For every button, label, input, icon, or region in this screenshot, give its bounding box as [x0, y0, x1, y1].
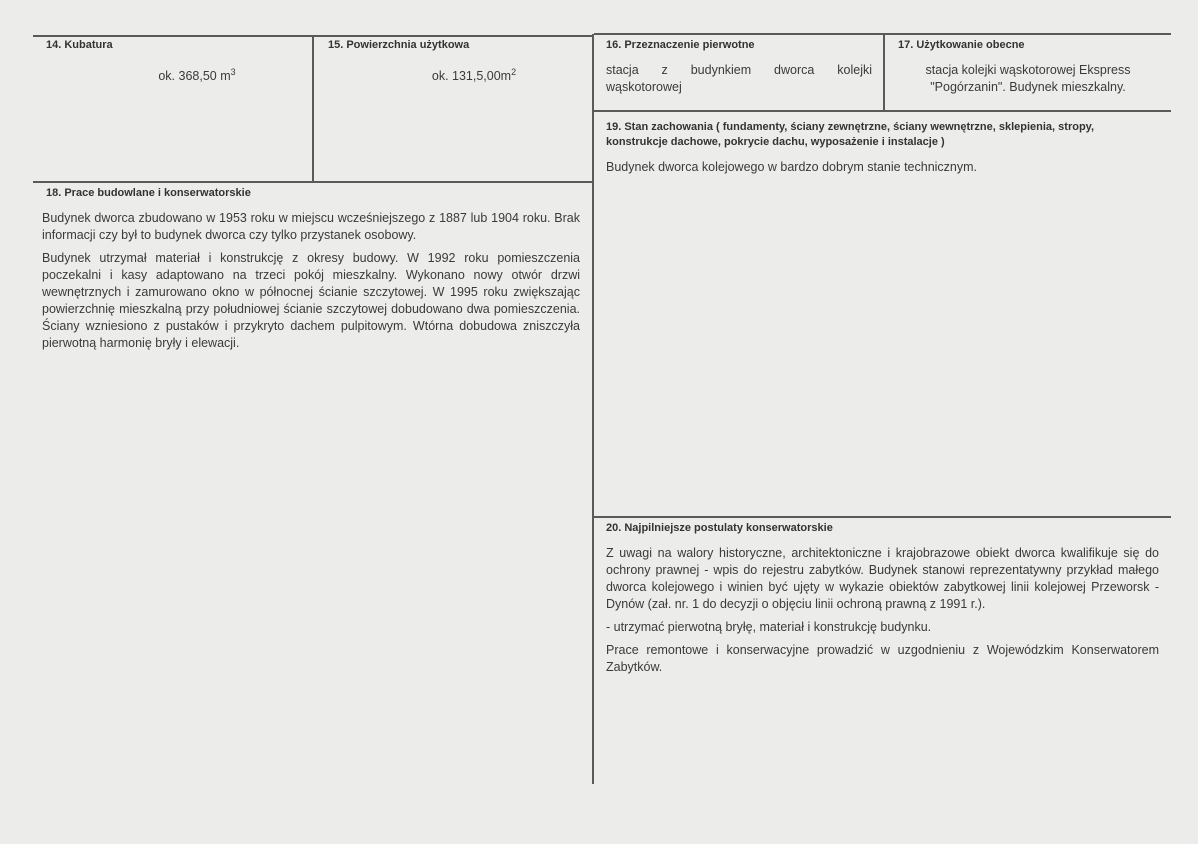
kubatura-value	[46, 64, 308, 85]
uzytkowanie-value: stacja kolejki wąskotorowej Ekspress "Pogórzanin". Budynek mieszkalny.	[925, 63, 1131, 94]
kubatura-value-text: ok. 368,50 m	[158, 69, 231, 84]
postulaty-paragraph: - utrzymać pierwotną bryłę, materiał i konstrukcję budynku.	[606, 620, 932, 634]
postulaty-paragraph: Z uwagi na walory historyczne, architektoniczne i krajobrazowe obiekt dworca kwalifikuje się do ochrony prawnej - wpis do rejestru zabytków. Budynek stanowi reprezentatywny przykład małego dworca kolejowego i winien być ujęty w wykazie obiektów zabytkowej linii kolejowej Przeworsk - Dynów (zał. nr. 1 do decyzji o objęciu linii ochroną prawną z 1991 r.).	[606, 546, 1159, 611]
divider-16-17	[883, 34, 885, 110]
prace-paragraph: Budynek dworca zbudowano w 1953 roku w miejscu wcześniejszego z 1887 lub 1904 roku. Brak informacji czy był to budynek dworca czy tylko przystanek osobowy.	[42, 211, 580, 242]
cell-stan-zachowania	[606, 120, 1146, 176]
postulaty-paragraph: Prace remontowe i konserwacyjne prowadzić w uzgodnieniu z Wojewódzkim Konserwatorem Zabytków.	[606, 643, 1159, 674]
divider-14-15	[312, 36, 314, 182]
cell-postulaty	[606, 521, 1159, 682]
powierzchnia-label: 15. Powierzchnia użytkowa	[328, 39, 470, 51]
powierzchnia-value-text: ok. 131,5,00m	[431, 69, 512, 84]
prace-body	[42, 210, 580, 352]
przeznaczenie-label: 16. Przeznaczenie pierwotne	[606, 39, 755, 51]
stan-label: 19. Stan zachowania ( fundamenty, ściany zewnętrzne, ściany wewnętrzne, sklepienia, stropy, konstrukcje dachowe, pokrycie dachu, wyposażenie i instalacje )	[606, 121, 1095, 148]
kubatura-label: 14. Kubatura	[46, 39, 113, 51]
prace-label: 18. Prace budowlane i konserwatorskie	[46, 187, 251, 199]
powierzchnia-unit-exponent: 2	[511, 67, 517, 77]
cell-przeznaczenie	[606, 38, 872, 96]
border-below-16-17	[594, 110, 1171, 112]
border-above-20	[594, 516, 1171, 518]
przeznaczenie-value: stacja z budynkiem dworca kolejki wąskotorowej	[606, 63, 872, 94]
border-below-14-15	[33, 181, 594, 183]
cell-kubatura	[46, 38, 308, 85]
kubatura-unit-exponent: 3	[230, 67, 236, 77]
cell-powierzchnia	[328, 38, 590, 85]
postulaty-label: 20. Najpilniejsze postulaty konserwatorskie	[606, 522, 833, 534]
cell-uzytkowanie	[898, 38, 1158, 96]
postulaty-body	[606, 545, 1159, 676]
cell-prace	[42, 186, 580, 358]
center-divider	[592, 34, 594, 784]
powierzchnia-value	[328, 64, 590, 85]
stan-value: Budynek dworca kolejowego w bardzo dobrym stanie technicznym.	[606, 160, 978, 174]
prace-paragraph: Budynek utrzymał materiał i konstrukcję z okresy budowy. W 1992 roku pomieszczenia poczekalni i kasy adaptowano na trzeci pokój mieszkalny. Wykonano nowy otwór drzwi wewnętrznych i zamurowano okno w północnej ścianie szczytowej. W 1995 roku zwiększając powierzchnię mieszkalną przy południowej ścianie szczytowej dobudowano dwa pomieszczenia. Ściany wzniesiono z pustaków i przykryto dachem pulpitowym. Wtórna dobudowa zniszczyła pierwotną harmonię bryły i elewacji.	[42, 251, 580, 350]
uzytkowanie-label: 17. Użytkowanie obecne	[898, 39, 1025, 51]
